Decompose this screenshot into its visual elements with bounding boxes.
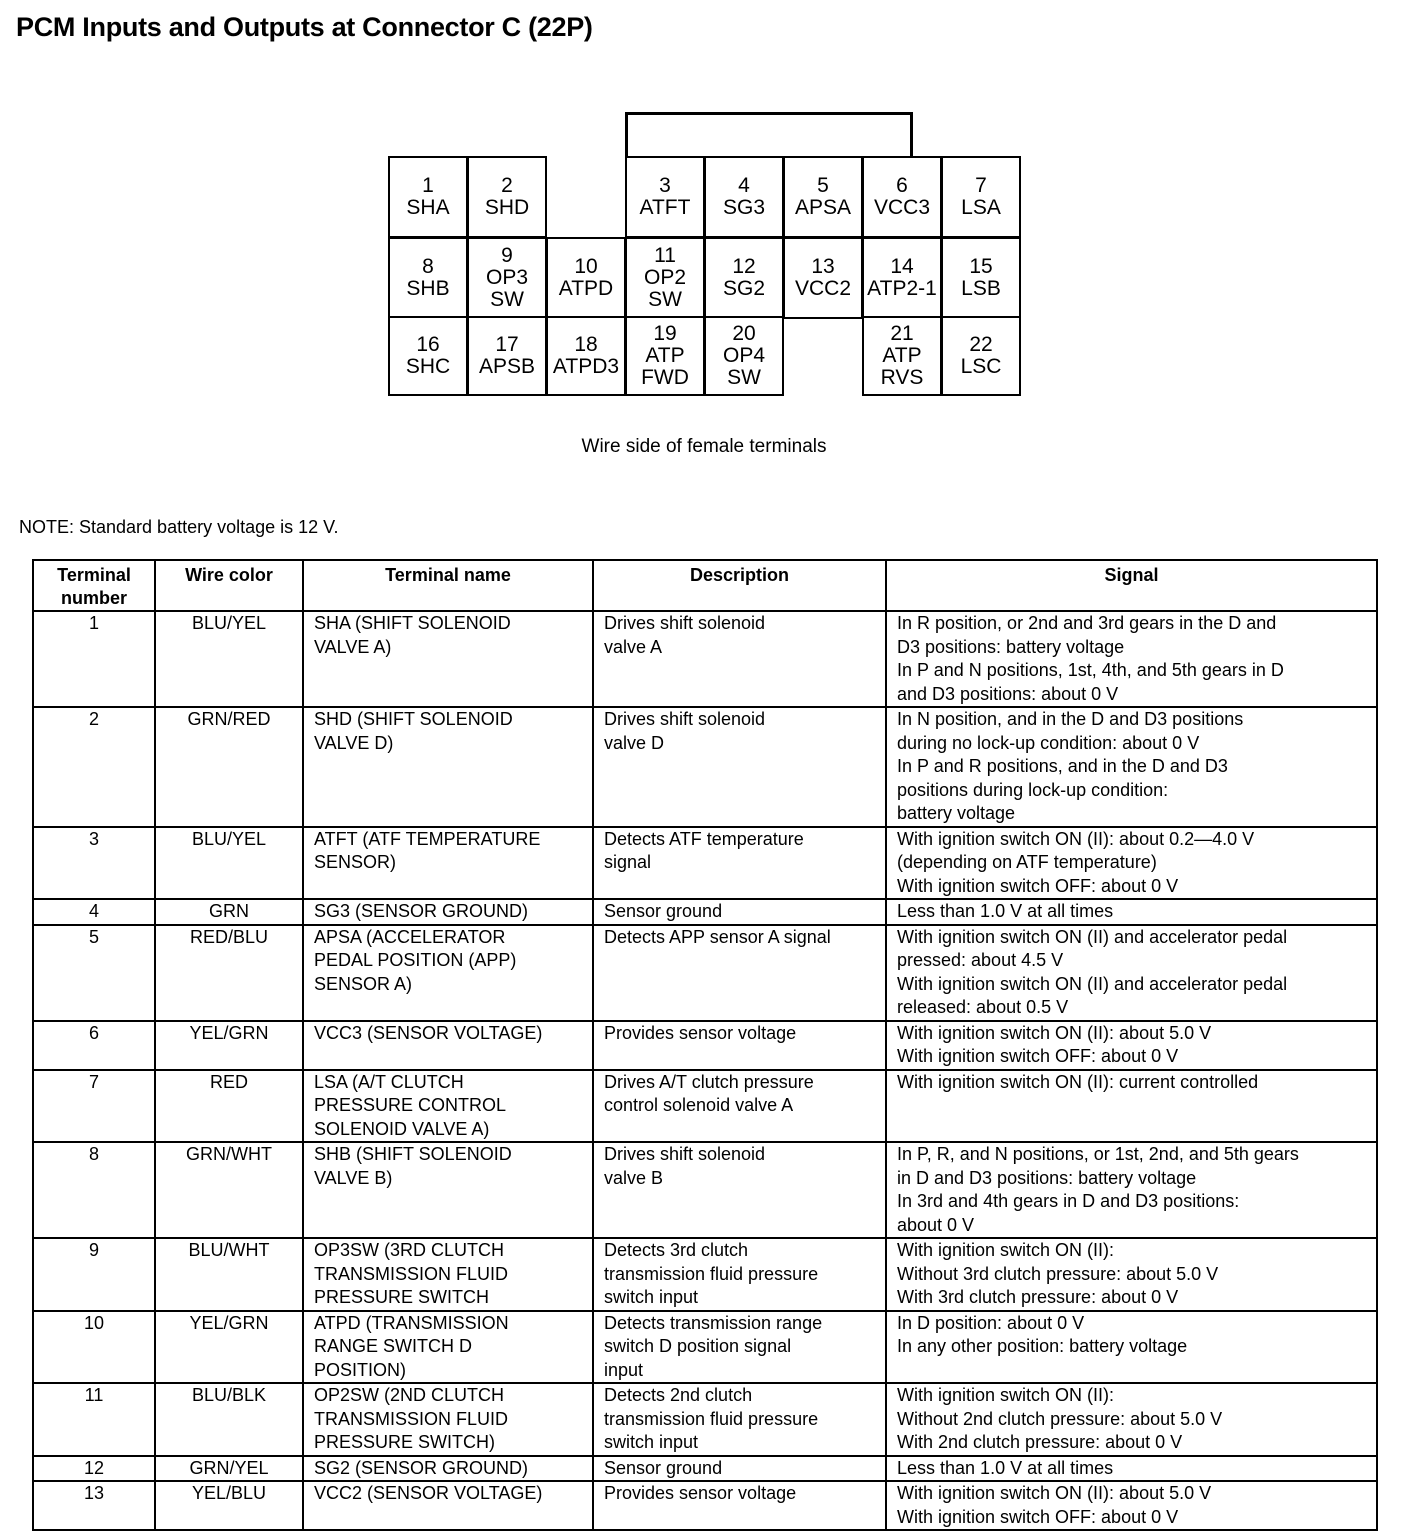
terminal-label: SG2 [722, 277, 766, 300]
cell-signal-line: Without 3rd clutch pressure: about 5.0 V [897, 1263, 1219, 1284]
terminal-cell [625, 316, 705, 396]
terminal-number: 5 [817, 174, 829, 197]
table-row [33, 707, 1377, 827]
cell-description-line: Drives A/T clutch pressure [604, 1071, 814, 1092]
terminal-cell [783, 237, 863, 319]
cell-terminal-name-line: PRESSURE SWITCH) [314, 1432, 496, 1452]
cell-wire-color: GRN [155, 899, 303, 925]
cell-signal [886, 611, 1377, 707]
connector-caption: Wire side of female terminals [581, 436, 827, 457]
table-row [33, 827, 1377, 900]
cell-signal-line: With ignition switch ON (II): about 0.2—4.0 V [897, 828, 1255, 849]
terminal-number: 13 [811, 255, 835, 278]
cell-description-line: Provides sensor voltage [604, 1483, 797, 1503]
terminal-cell [862, 316, 942, 396]
cell-signal-line: In D position: about 0 V [897, 1312, 1085, 1333]
cell-signal-line: In P, R, and N positions, or 1st, 2nd, and 5th gears [897, 1144, 1299, 1164]
cell-signal-line: With ignition switch ON (II): [897, 1240, 1115, 1260]
cell-terminal-name-line: TRANSMISSION FLUID [314, 1408, 509, 1429]
cell-terminal-name [303, 899, 593, 925]
terminal-cell [941, 316, 1021, 396]
table-row [33, 611, 1377, 707]
cell-signal-line: In N position, and in the D and D3 positions [897, 709, 1244, 729]
cell-description-line: input [604, 1359, 644, 1380]
cell-signal [886, 707, 1377, 827]
cell-terminal-name-line: PEDAL POSITION (APP) [314, 950, 517, 970]
cell-signal [886, 1456, 1377, 1482]
terminal-number: 22 [969, 333, 993, 356]
cell-description [593, 1383, 886, 1456]
cell-signal-line: Less than 1.0 V at all times [897, 901, 1114, 921]
cell-terminal-name-line: LSA (A/T CLUTCH [314, 1071, 464, 1092]
cell-description-line: valve B [604, 1167, 664, 1188]
cell-signal-line: pressed: about 4.5 V [897, 950, 1064, 970]
cell-signal-line: In P and N positions, 1st, 4th, and 5th gears in D [897, 660, 1284, 680]
cell-signal-line: during no lock-up condition: about 0 V [897, 732, 1200, 753]
terminal-cell [388, 237, 468, 319]
cell-terminal-name-line: SOLENOID VALVE A) [314, 1118, 490, 1139]
cell-terminal-name [303, 1311, 593, 1384]
cell-terminal-number: 2 [33, 707, 155, 827]
cell-signal-line: (depending on ATF temperature) [897, 852, 1157, 872]
cell-signal-line: In any other position: battery voltage [897, 1336, 1188, 1356]
header-terminal-number: Terminal number [33, 560, 155, 611]
cell-description-line: Sensor ground [604, 901, 723, 921]
cell-signal-line: In P and R positions, and in the D and D3 [897, 756, 1228, 776]
cell-description [593, 1070, 886, 1143]
cell-signal [886, 899, 1377, 925]
terminal-number: 10 [574, 255, 598, 278]
cell-terminal-name [303, 827, 593, 900]
cell-description-line: transmission fluid pressure [604, 1408, 819, 1429]
cell-terminal-name-line: OP2SW (2ND CLUTCH [314, 1385, 505, 1405]
cell-signal-line: With ignition switch OFF: about 0 V [897, 1046, 1179, 1066]
table-row [33, 1311, 1377, 1384]
cell-terminal-name-line: RANGE SWITCH D [314, 1336, 473, 1356]
terminal-cell [704, 316, 784, 396]
terminal-cell [388, 156, 468, 238]
terminal-number: 3 [659, 174, 671, 197]
cell-signal-line: In R position, or 2nd and 3rd gears in the D and [897, 613, 1277, 633]
cell-description [593, 1456, 886, 1482]
terminal-cell [467, 156, 547, 238]
cell-terminal-name-line: POSITION) [314, 1359, 407, 1380]
terminal-number: 12 [732, 255, 756, 278]
cell-terminal-name [303, 1021, 593, 1070]
cell-description [593, 827, 886, 900]
cell-terminal-name-line: SENSOR A) [314, 973, 413, 994]
terminal-number: 8 [422, 255, 434, 278]
cell-wire-color: RED [155, 1070, 303, 1143]
cell-signal [886, 1481, 1377, 1530]
cell-signal [886, 1311, 1377, 1384]
terminal-cell [546, 316, 626, 396]
terminal-number: 11 [654, 244, 676, 267]
terminal-label: SG3 [722, 196, 766, 219]
terminal-table [32, 559, 1378, 1531]
terminal-label: ATPD3 [552, 355, 620, 378]
cell-terminal-name [303, 1383, 593, 1456]
terminal-cell [862, 156, 942, 238]
cell-signal-line: With 2nd clutch pressure: about 0 V [897, 1432, 1183, 1452]
cell-terminal-name-line: SG3 (SENSOR GROUND) [314, 901, 529, 921]
cell-terminal-number: 3 [33, 827, 155, 900]
terminal-cell [704, 237, 784, 319]
cell-signal-line: about 0 V [897, 1214, 975, 1235]
cell-description-line: Drives shift solenoid [604, 709, 766, 729]
cell-terminal-name [303, 1456, 593, 1482]
cell-signal-line: With 3rd clutch pressure: about 0 V [897, 1287, 1179, 1307]
cell-signal-line: Less than 1.0 V at all times [897, 1457, 1114, 1478]
cell-terminal-number: 13 [33, 1481, 155, 1530]
cell-description [593, 899, 886, 925]
cell-signal-line: With ignition switch OFF: about 0 V [897, 875, 1179, 896]
cell-signal-line: In 3rd and 4th gears in D and D3 positions: [897, 1191, 1240, 1211]
cell-terminal-name [303, 1070, 593, 1143]
cell-signal [886, 1070, 1377, 1143]
cell-signal [886, 827, 1377, 900]
cell-description-line: switch input [604, 1432, 699, 1452]
cell-signal-line: With ignition switch ON (II): [897, 1385, 1115, 1405]
terminal-number: 14 [890, 255, 914, 278]
cell-terminal-number: 5 [33, 925, 155, 1021]
cell-terminal-name-line: SHB (SHIFT SOLENOID [314, 1144, 512, 1164]
terminal-number: 16 [416, 333, 440, 356]
terminal-label: LSA [961, 196, 1001, 219]
cell-signal-line: in D and D3 positions: battery voltage [897, 1167, 1197, 1188]
cell-description-line: Drives shift solenoid [604, 613, 766, 633]
cell-signal-line: and D3 positions: about 0 V [897, 683, 1119, 704]
cell-terminal-number: 9 [33, 1238, 155, 1311]
cell-description-line: Detects 3rd clutch [604, 1240, 749, 1260]
cell-terminal-number: 4 [33, 899, 155, 925]
table-row [33, 925, 1377, 1021]
cell-terminal-name-line: SHA (SHIFT SOLENOID [314, 613, 511, 633]
cell-description-line: switch D position signal [604, 1336, 792, 1356]
table-header-row [33, 560, 1377, 611]
cell-signal-line: With ignition switch OFF: about 0 V [897, 1506, 1179, 1527]
terminal-label: VCC2 [794, 277, 852, 300]
page-title: PCM Inputs and Outputs at Connector C (22P) [16, 12, 593, 42]
cell-terminal-name-line: SHD (SHIFT SOLENOID [314, 709, 513, 729]
connector-lock-tab [625, 112, 913, 156]
terminal-label: OP4 SW [722, 344, 766, 389]
battery-note: NOTE: Standard battery voltage is 12 V. [19, 517, 339, 537]
cell-description-line: control solenoid valve A [604, 1095, 794, 1115]
cell-terminal-name [303, 925, 593, 1021]
cell-wire-color: BLU/WHT [155, 1238, 303, 1311]
terminal-cell [704, 156, 784, 238]
terminal-label: APSA [794, 196, 852, 219]
cell-description-line: Drives shift solenoid [604, 1144, 766, 1164]
terminal-number: 2 [501, 174, 513, 197]
terminal-number: 9 [501, 244, 513, 267]
cell-description [593, 1481, 886, 1530]
cell-terminal-number: 1 [33, 611, 155, 707]
cell-terminal-number: 6 [33, 1021, 155, 1070]
cell-terminal-name-line: ATPD (TRANSMISSION [314, 1312, 509, 1333]
terminal-cell [546, 237, 626, 319]
cell-terminal-name-line: VALVE B) [314, 1167, 393, 1188]
cell-wire-color: YEL/GRN [155, 1311, 303, 1384]
cell-terminal-number: 7 [33, 1070, 155, 1143]
cell-wire-color: GRN/WHT [155, 1142, 303, 1238]
cell-terminal-name-line: PRESSURE CONTROL [314, 1095, 507, 1115]
terminal-number: 4 [738, 174, 750, 197]
header-terminal-name: Terminal name [303, 560, 593, 611]
cell-description [593, 1311, 886, 1384]
terminal-cell [467, 316, 547, 396]
terminal-number: 17 [495, 333, 519, 356]
cell-signal [886, 1021, 1377, 1070]
terminal-label: ATP FWD [641, 344, 689, 389]
terminal-label: SHB [406, 277, 450, 300]
cell-wire-color: YEL/GRN [155, 1021, 303, 1070]
cell-signal-line: With ignition switch ON (II): about 5.0 V [897, 1022, 1212, 1043]
terminal-number: 1 [422, 174, 434, 197]
terminal-label: SHA [406, 196, 450, 219]
terminal-number: 15 [969, 255, 993, 278]
cell-terminal-name-line: APSA (ACCELERATOR [314, 926, 506, 947]
cell-terminal-name-line: ATFT (ATF TEMPERATURE [314, 828, 541, 849]
cell-terminal-number: 10 [33, 1311, 155, 1384]
cell-description-line: valve D [604, 732, 665, 753]
cell-terminal-name-line: TRANSMISSION FLUID [314, 1263, 509, 1284]
terminal-cell [467, 237, 547, 319]
terminal-number: 7 [975, 174, 987, 197]
terminal-number: 21 [890, 322, 914, 345]
table-body [33, 611, 1377, 1530]
header-signal: Signal [886, 560, 1377, 611]
terminal-cell [625, 237, 705, 319]
terminal-label: OP3 SW [485, 266, 529, 311]
cell-wire-color: GRN/RED [155, 707, 303, 827]
terminal-cell [862, 237, 942, 319]
terminal-cell [625, 156, 705, 238]
cell-wire-color: YEL/BLU [155, 1481, 303, 1530]
header-wire-color: Wire color [155, 560, 303, 611]
table-row [33, 1238, 1377, 1311]
header-description: Description [593, 560, 886, 611]
terminal-label: ATP2-1 [867, 277, 937, 300]
cell-signal-line: Without 2nd clutch pressure: about 5.0 V [897, 1408, 1223, 1429]
terminal-label: LSB [961, 277, 1001, 300]
cell-terminal-name [303, 1142, 593, 1238]
terminal-label: ATP RVS [880, 344, 924, 389]
cell-signal [886, 925, 1377, 1021]
cell-terminal-name-line: SG2 (SENSOR GROUND) [314, 1457, 529, 1478]
cell-description-line: transmission fluid pressure [604, 1263, 819, 1284]
cell-description-line: signal [604, 852, 652, 872]
cell-terminal-name [303, 707, 593, 827]
table-row [33, 1142, 1377, 1238]
cell-signal-line: With ignition switch ON (II) and accelerator pedal [897, 926, 1288, 947]
cell-description-line: switch input [604, 1287, 699, 1307]
cell-terminal-number: 12 [33, 1456, 155, 1482]
cell-terminal-name-line: VALVE D) [314, 732, 394, 753]
cell-terminal-number: 8 [33, 1142, 155, 1238]
cell-wire-color: RED/BLU [155, 925, 303, 1021]
cell-terminal-number: 11 [33, 1383, 155, 1456]
terminal-number: 6 [896, 174, 908, 197]
cell-description-line: Sensor ground [604, 1457, 723, 1478]
cell-wire-color: GRN/YEL [155, 1456, 303, 1482]
cell-terminal-name-line: SENSOR) [314, 852, 397, 872]
cell-description [593, 925, 886, 1021]
cell-terminal-name-line: PRESSURE SWITCH [314, 1287, 490, 1307]
terminal-label: VCC3 [873, 196, 931, 219]
cell-signal-line: With ignition switch ON (II) and accelerator pedal [897, 973, 1288, 994]
terminal-cell [388, 316, 468, 396]
terminal-label: SHD [484, 196, 530, 219]
cell-wire-color: BLU/BLK [155, 1383, 303, 1456]
table-row [33, 1021, 1377, 1070]
cell-signal [886, 1142, 1377, 1238]
cell-signal-line: positions during lock-up condition: [897, 779, 1169, 800]
cell-description [593, 1238, 886, 1311]
table-row [33, 1070, 1377, 1143]
cell-terminal-name [303, 611, 593, 707]
cell-terminal-name [303, 1238, 593, 1311]
cell-signal-line: D3 positions: battery voltage [897, 636, 1125, 657]
cell-terminal-name-line: VALVE A) [314, 636, 392, 657]
terminal-cell [783, 156, 863, 238]
terminal-label: SHC [405, 355, 451, 378]
terminal-label: LSC [960, 355, 1002, 378]
cell-signal-line: With ignition switch ON (II): about 5.0 V [897, 1483, 1212, 1503]
cell-terminal-name-line: OP3SW (3RD CLUTCH [314, 1240, 505, 1260]
cell-signal [886, 1238, 1377, 1311]
cell-description [593, 707, 886, 827]
cell-description-line: Detects APP sensor A signal [604, 926, 831, 947]
cell-description [593, 1021, 886, 1070]
cell-description-line: valve A [604, 636, 663, 657]
cell-description-line: Detects transmission range [604, 1312, 823, 1333]
cell-description-line: Provides sensor voltage [604, 1022, 797, 1043]
terminal-label: APSB [478, 355, 536, 378]
terminal-number: 18 [574, 333, 598, 356]
cell-description-line: Detects 2nd clutch [604, 1385, 753, 1405]
table-row [33, 899, 1377, 925]
cell-terminal-name-line: VCC3 (SENSOR VOLTAGE) [314, 1022, 543, 1043]
cell-description-line: Detects ATF temperature [604, 828, 804, 849]
terminal-cell [941, 156, 1021, 238]
terminal-cell [941, 237, 1021, 319]
terminal-number: 20 [732, 322, 756, 345]
table-row [33, 1481, 1377, 1530]
cell-wire-color: BLU/YEL [155, 827, 303, 900]
terminal-number: 19 [653, 322, 677, 345]
cell-description [593, 611, 886, 707]
cell-wire-color: BLU/YEL [155, 611, 303, 707]
cell-signal-line: released: about 0.5 V [897, 997, 1069, 1017]
cell-signal-line: With ignition switch ON (II): current controlled [897, 1071, 1259, 1092]
cell-terminal-name-line: VCC2 (SENSOR VOLTAGE) [314, 1483, 543, 1503]
cell-terminal-name [303, 1481, 593, 1530]
terminal-label: OP2 SW [643, 266, 687, 311]
cell-description [593, 1142, 886, 1238]
table-row [33, 1456, 1377, 1482]
table-row [33, 1383, 1377, 1456]
terminal-label: ATFT [639, 196, 691, 219]
terminal-label: ATPD [558, 277, 614, 300]
cell-signal-line: battery voltage [897, 803, 1016, 823]
cell-signal [886, 1383, 1377, 1456]
